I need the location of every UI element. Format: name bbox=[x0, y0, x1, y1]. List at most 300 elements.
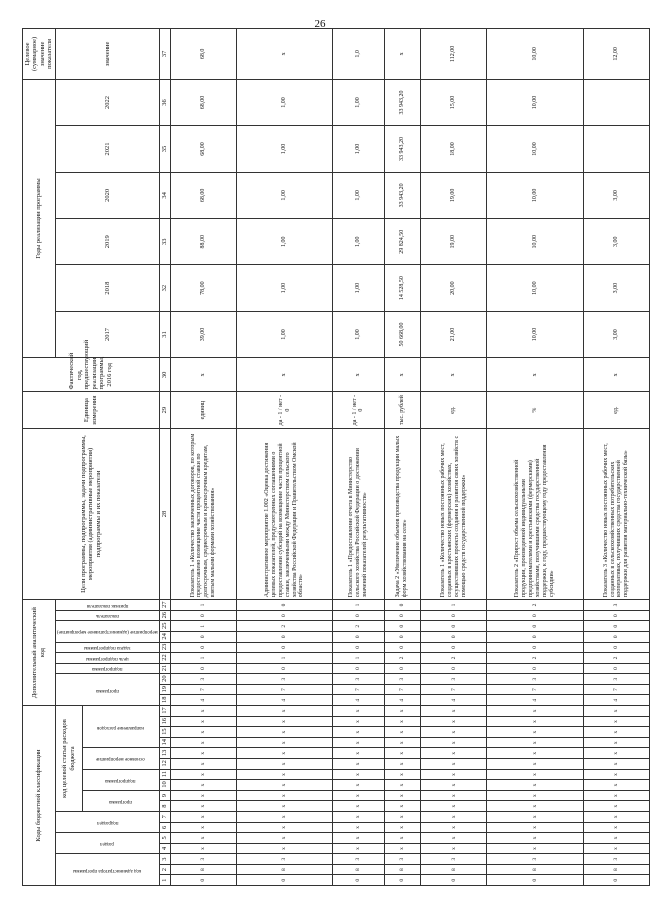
code-cell: x bbox=[487, 748, 583, 759]
code-cell: 1 bbox=[170, 600, 236, 611]
code-cell: 7 bbox=[236, 684, 332, 695]
code-cell: 0 bbox=[236, 631, 332, 642]
code-cell: 0 bbox=[421, 875, 487, 886]
code-cell: x bbox=[236, 737, 332, 748]
year-value-2018: 78,00 bbox=[170, 265, 236, 311]
code-cell: x bbox=[236, 790, 332, 801]
code-cell: x bbox=[170, 833, 236, 844]
column-number: 34 bbox=[159, 172, 170, 218]
year-value-2020: 10,00 bbox=[487, 172, 583, 218]
code-cell: 3 bbox=[487, 674, 583, 685]
code-cell: 0 bbox=[487, 642, 583, 653]
column-number: 3 bbox=[159, 854, 170, 865]
code-cell: 3 bbox=[170, 674, 236, 685]
code-cell: x bbox=[236, 759, 332, 770]
code-cell: x bbox=[333, 727, 384, 738]
table-row bbox=[583, 29, 649, 886]
addl-indicator-label: показатель bbox=[95, 613, 119, 619]
year-value-2017: 1,00 bbox=[236, 311, 332, 357]
year-value-2022: 15,00 bbox=[421, 79, 487, 125]
year-value-2022: 33 943,20 bbox=[384, 79, 420, 125]
code-cell: 0 bbox=[333, 631, 384, 642]
code-cell: x bbox=[487, 822, 583, 833]
year-value-2022: 10,00 bbox=[487, 79, 583, 125]
code-cell: 3 bbox=[421, 854, 487, 865]
column-number: 31 bbox=[159, 311, 170, 357]
year-value-2019: 88,00 bbox=[170, 219, 236, 265]
code-cell: x bbox=[170, 790, 236, 801]
code-cell: x bbox=[384, 737, 420, 748]
year-value-2017: 1,00 bbox=[333, 311, 384, 357]
column-number: 33 bbox=[159, 219, 170, 265]
column-number: 36 bbox=[159, 79, 170, 125]
row-unit: да - 1 / нет - 0 bbox=[236, 392, 332, 428]
code-cell: x bbox=[487, 811, 583, 822]
code-cell: 0 bbox=[333, 610, 384, 621]
year-value-2020: 1,00 bbox=[236, 172, 332, 218]
column-number: 28 bbox=[159, 428, 170, 599]
code-cell: 4 bbox=[421, 695, 487, 706]
code-cell: 3 bbox=[583, 854, 649, 865]
code-cell: x bbox=[384, 748, 420, 759]
column-number: 19 bbox=[159, 684, 170, 695]
code-cell: 0 bbox=[236, 642, 332, 653]
code-cell: x bbox=[236, 706, 332, 717]
code-cell: x bbox=[236, 769, 332, 780]
row-actual: x bbox=[421, 358, 487, 392]
code-cell: x bbox=[487, 801, 583, 812]
addl-event-label: мероприятие (административное мероприятие) bbox=[56, 629, 158, 635]
column-number: 4 bbox=[159, 843, 170, 854]
addl-subprogram-label: подпрограмма bbox=[91, 666, 123, 672]
year-value-2021: 1,00 bbox=[236, 126, 332, 172]
code-cell: x bbox=[583, 801, 649, 812]
code-cell: 0 bbox=[421, 631, 487, 642]
row-actual: x bbox=[384, 358, 420, 392]
code-cell: 8 bbox=[583, 864, 649, 875]
code-cell: x bbox=[236, 748, 332, 759]
code-cell: x bbox=[384, 780, 420, 791]
code-cell: 7 bbox=[170, 684, 236, 695]
section-header bbox=[55, 833, 159, 854]
year-value-2018: 1,00 bbox=[236, 265, 332, 311]
column-number: 21 bbox=[159, 663, 170, 674]
code-cell: 0 bbox=[170, 642, 236, 653]
column-number: 7 bbox=[159, 811, 170, 822]
column-number: 11 bbox=[159, 769, 170, 780]
row-name: Показатель 1 «Предоставление отчета в Министерство сельского хозяйства Российской Федерации о достижении значений показателей результативности» bbox=[333, 428, 384, 599]
year-value-2021 bbox=[583, 126, 649, 172]
code-cell: 7 bbox=[583, 684, 649, 695]
row-target: 12,00 bbox=[583, 29, 649, 80]
code-cell: 8 bbox=[333, 864, 384, 875]
addl-subprogram-header bbox=[55, 663, 159, 674]
table-row bbox=[421, 29, 487, 886]
code-cell: 0 bbox=[384, 663, 420, 674]
year-value-2019: 1,00 bbox=[236, 219, 332, 265]
code-cell: x bbox=[487, 780, 583, 791]
code-cell: 2 bbox=[421, 653, 487, 664]
code-cell: 3 bbox=[333, 854, 384, 865]
code-cell: x bbox=[384, 716, 420, 727]
column-number: 37 bbox=[159, 29, 170, 80]
code-cell: 0 bbox=[487, 875, 583, 886]
code-cell: 8 bbox=[384, 864, 420, 875]
code-cell: 4 bbox=[170, 695, 236, 706]
code-cell: 2 bbox=[583, 653, 649, 664]
code-cell: 0 bbox=[333, 642, 384, 653]
code-cell: x bbox=[384, 759, 420, 770]
row-unit: тыс. рублей bbox=[384, 392, 420, 428]
year-value-2019: 1,00 bbox=[333, 219, 384, 265]
code-cell: 3 bbox=[583, 674, 649, 685]
code-cell: x bbox=[236, 801, 332, 812]
code-cell: 1 bbox=[170, 653, 236, 664]
code-cell: x bbox=[170, 727, 236, 738]
code-cell: x bbox=[170, 780, 236, 791]
code-cell: x bbox=[333, 833, 384, 844]
column-number: 24 bbox=[159, 631, 170, 642]
row-actual: x bbox=[487, 358, 583, 392]
year-value-2019: 3,00 bbox=[583, 219, 649, 265]
code-cell: x bbox=[384, 769, 420, 780]
column-number: 26 bbox=[159, 610, 170, 621]
code-cell: 8 bbox=[170, 864, 236, 875]
column-number: 2 bbox=[159, 864, 170, 875]
code-cell: x bbox=[421, 843, 487, 854]
code-cell: x bbox=[170, 737, 236, 748]
code-cell: 0 bbox=[384, 875, 420, 886]
name-col-header: Цели программы, подпрограммы, задачи подпрограммы, мероприятия (административные мероприятия) подпрограммы и их показатели bbox=[23, 428, 160, 599]
year-header-2017: 2017 bbox=[55, 311, 159, 357]
row-target: 10,00 bbox=[487, 29, 583, 80]
code-cell: 0 bbox=[583, 621, 649, 632]
column-number: 29 bbox=[159, 392, 170, 428]
row-target: x bbox=[236, 29, 332, 80]
column-number: 25 bbox=[159, 621, 170, 632]
row-target: 68,0 bbox=[170, 29, 236, 80]
code-cell: 1 bbox=[170, 621, 236, 632]
code-cell: 3 bbox=[583, 600, 649, 611]
code-cell: 0 bbox=[170, 610, 236, 621]
code-cell: x bbox=[583, 790, 649, 801]
year-header-2020: 2020 bbox=[55, 172, 159, 218]
addl-indicator-header bbox=[55, 610, 159, 621]
column-number: 10 bbox=[159, 780, 170, 791]
program-table bbox=[22, 28, 650, 886]
year-value-2021: 1,00 bbox=[333, 126, 384, 172]
code-cell: 2 bbox=[236, 621, 332, 632]
code-cell: 0 bbox=[170, 631, 236, 642]
code-cell: 0 bbox=[333, 663, 384, 674]
code-cell: 2 bbox=[487, 653, 583, 664]
subprogram-header bbox=[82, 769, 159, 790]
year-value-2022: 1,00 bbox=[333, 79, 384, 125]
row-unit: ед. bbox=[421, 392, 487, 428]
code-cell: x bbox=[583, 833, 649, 844]
row-name: Показатель 2 «Прирост объема сельскохозяйственной продукции, произведенной индивидуальными предпринимателями и крестьянскими (фермерскими) хозяйствами, получившими средства государственной поддержки, к году, предшествующему году предоставления субсидии» bbox=[487, 428, 583, 599]
code-cell: x bbox=[583, 769, 649, 780]
subprogram-label: подпрограмма bbox=[105, 777, 136, 783]
year-header-2021: 2021 bbox=[55, 126, 159, 172]
addl-goal-label: цель подпрограммы bbox=[85, 655, 129, 661]
table-row bbox=[236, 29, 332, 886]
table-row bbox=[384, 29, 420, 886]
code-cell: x bbox=[421, 727, 487, 738]
code-cell: 4 bbox=[384, 695, 420, 706]
code-cell: 3 bbox=[487, 854, 583, 865]
main-event-label: основное мероприятие bbox=[96, 756, 145, 762]
code-cell: 3 bbox=[384, 674, 420, 685]
code-cell: 1 bbox=[236, 653, 332, 664]
rotated-table-wrapper bbox=[22, 28, 630, 886]
code-cell: 4 bbox=[487, 695, 583, 706]
year-value-2018: 20,00 bbox=[421, 265, 487, 311]
addl-type-header bbox=[55, 600, 159, 611]
column-number: 8 bbox=[159, 801, 170, 812]
code-cell: 8 bbox=[421, 864, 487, 875]
code-cell: x bbox=[170, 716, 236, 727]
code-cell: 1 bbox=[333, 600, 384, 611]
code-cell: x bbox=[170, 801, 236, 812]
code-cell: x bbox=[236, 833, 332, 844]
row-target: 1,0 bbox=[333, 29, 384, 80]
row-unit: да - 1 / нет - 0 bbox=[333, 392, 384, 428]
code-cell: 3 bbox=[333, 674, 384, 685]
code-cell: 0 bbox=[236, 663, 332, 674]
code-cell: 7 bbox=[487, 684, 583, 695]
code-cell: 0 bbox=[384, 642, 420, 653]
code-cell: x bbox=[421, 790, 487, 801]
addl-code-header: Дополнительный аналитический код bbox=[23, 600, 56, 706]
code-cell: x bbox=[170, 759, 236, 770]
code-cell: x bbox=[384, 801, 420, 812]
years-group-header: Годы реализации программы bbox=[23, 79, 56, 357]
row-unit: % bbox=[487, 392, 583, 428]
code-cell: 0 bbox=[487, 610, 583, 621]
code-cell: 3 bbox=[170, 854, 236, 865]
column-number: 23 bbox=[159, 642, 170, 653]
year-header-2019: 2019 bbox=[55, 219, 159, 265]
code-cell: 3 bbox=[236, 854, 332, 865]
code-cell: x bbox=[487, 706, 583, 717]
row-name: Задача 2 «Увеличение объемов производства продукции малых форм хозяйствования на селе» bbox=[384, 428, 420, 599]
code-cell: 0 bbox=[170, 875, 236, 886]
addl-task-header bbox=[55, 642, 159, 653]
code-cell: x bbox=[333, 811, 384, 822]
row-name: Показатель 1 «Количество новых постоянных рабочих мест, созданных в крестьянских (фермерских) хозяйствах, осуществивших проекты создания и развития своих хозяйств с помощью средств государственной поддержки» bbox=[421, 428, 487, 599]
code-cell: 1 bbox=[421, 600, 487, 611]
code-cell: x bbox=[487, 843, 583, 854]
column-number: 27 bbox=[159, 600, 170, 611]
year-value-2020: 19,00 bbox=[421, 172, 487, 218]
column-number: 13 bbox=[159, 748, 170, 759]
code-cell: 4 bbox=[236, 695, 332, 706]
year-value-2018: 1,00 bbox=[333, 265, 384, 311]
year-value-2020: 1,00 bbox=[333, 172, 384, 218]
row-unit: единиц bbox=[170, 392, 236, 428]
code-cell: x bbox=[583, 759, 649, 770]
code-cell: x bbox=[583, 716, 649, 727]
year-value-2019: 29 824,50 bbox=[384, 219, 420, 265]
column-number: 22 bbox=[159, 653, 170, 664]
code-cell: x bbox=[333, 706, 384, 717]
code-cell: x bbox=[333, 748, 384, 759]
column-number: 20 bbox=[159, 674, 170, 685]
code-cell: 2 bbox=[384, 653, 420, 664]
code-cell: x bbox=[333, 737, 384, 748]
table-row bbox=[170, 29, 236, 886]
column-number: 9 bbox=[159, 790, 170, 801]
code-cell: 0 bbox=[236, 610, 332, 621]
year-value-2018: 3,00 bbox=[583, 265, 649, 311]
code-cell: x bbox=[236, 780, 332, 791]
code-cell: x bbox=[170, 843, 236, 854]
column-number: 30 bbox=[159, 358, 170, 392]
code-cell: x bbox=[384, 822, 420, 833]
code-cell: 0 bbox=[421, 663, 487, 674]
code-cell: x bbox=[421, 769, 487, 780]
column-number: 1 bbox=[159, 875, 170, 886]
code-cell: x bbox=[384, 833, 420, 844]
row-name: Показатель 3 «Количество новых постоянных рабочих мест, созданных в сельскохозяйственных потребительских кооперативах, получивших средства государственной поддержки для развития материально-технической базы» bbox=[583, 428, 649, 599]
column-number: 35 bbox=[159, 126, 170, 172]
code-cell: x bbox=[583, 737, 649, 748]
code-cell: x bbox=[236, 727, 332, 738]
code-cell: 7 bbox=[333, 684, 384, 695]
subsection-label: подраздел bbox=[96, 819, 118, 825]
code-cell: 0 bbox=[583, 875, 649, 886]
year-value-2019: 19,00 bbox=[421, 219, 487, 265]
year-value-2021: 68,00 bbox=[170, 126, 236, 172]
code-cell: 3 bbox=[421, 674, 487, 685]
row-actual: x bbox=[170, 358, 236, 392]
code-cell: 7 bbox=[384, 684, 420, 695]
unit-col-header: Единица измерения bbox=[23, 392, 160, 428]
year-value-2020: 3,00 bbox=[583, 172, 649, 218]
program-label: программа bbox=[109, 798, 133, 804]
code-cell: x bbox=[384, 843, 420, 854]
column-number: 14 bbox=[159, 737, 170, 748]
row-target: x bbox=[384, 29, 420, 80]
code-cell: 8 bbox=[487, 864, 583, 875]
code-cell: x bbox=[333, 769, 384, 780]
code-cell: x bbox=[384, 706, 420, 717]
row-name: Административное мероприятие 1.002 «Оценка достижения целевых показателей, предусмотренных соглашениями о предоставлении субсидий на возмещение части процентной ставки, заключенными между Министерством сельского хозяйства Российской Федерации и Правительством Омской области» bbox=[236, 428, 332, 599]
code-cell: x bbox=[333, 790, 384, 801]
row-actual: x bbox=[583, 358, 649, 392]
admin-code-header bbox=[55, 854, 159, 886]
year-value-2022: 68,00 bbox=[170, 79, 236, 125]
code-cell: 0 bbox=[583, 663, 649, 674]
code-cell: x bbox=[170, 769, 236, 780]
code-cell: 0 bbox=[487, 663, 583, 674]
code-cell: x bbox=[421, 780, 487, 791]
row-actual: x bbox=[236, 358, 332, 392]
addl-event-header bbox=[55, 621, 159, 642]
code-cell: x bbox=[583, 811, 649, 822]
code-cell: 0 bbox=[421, 610, 487, 621]
code-cell: 8 bbox=[236, 864, 332, 875]
year-value-2017: 50 668,00 bbox=[384, 311, 420, 357]
year-value-2021: 18,00 bbox=[421, 126, 487, 172]
code-cell: x bbox=[333, 780, 384, 791]
addl-goal-header bbox=[55, 653, 159, 664]
code-cell: x bbox=[333, 843, 384, 854]
direction-header bbox=[82, 706, 159, 748]
year-header-2018: 2018 bbox=[55, 265, 159, 311]
addl-program-label: программа bbox=[95, 687, 119, 693]
rotated-table bbox=[22, 28, 630, 886]
row-unit: ед. bbox=[583, 392, 649, 428]
direction-label: направление расходов bbox=[97, 724, 145, 730]
code-cell: x bbox=[583, 780, 649, 791]
year-value-2020: 68,00 bbox=[170, 172, 236, 218]
table-body bbox=[170, 29, 649, 886]
table-row bbox=[333, 29, 384, 886]
row-name: Показатель 1 «Количество заключенных договоров, по которым предоставлено возмещение части процентной ставки по долгосрочным, среднесрочным и краткосрочным кредитам, взятым малыми формами хозяйствования» bbox=[170, 428, 236, 599]
code-cell: x bbox=[421, 716, 487, 727]
code-cell: x bbox=[384, 811, 420, 822]
code-cell: 0 bbox=[384, 621, 420, 632]
code-cell: x bbox=[583, 843, 649, 854]
code-cell: x bbox=[421, 822, 487, 833]
code-cell: x bbox=[583, 748, 649, 759]
addl-task-label: задача подпрограммы bbox=[84, 645, 131, 651]
target-group-header: Целевое (суммарное) значение показателя bbox=[23, 29, 56, 80]
kbk-group-header: Коды бюджетной классификации bbox=[23, 706, 56, 886]
code-cell: x bbox=[384, 790, 420, 801]
code-cell: 0 bbox=[170, 663, 236, 674]
code-cell: x bbox=[170, 822, 236, 833]
year-value-2021: 33 943,20 bbox=[384, 126, 420, 172]
page-number: 26 bbox=[314, 18, 326, 30]
code-cell: 1 bbox=[333, 653, 384, 664]
code-cell: x bbox=[421, 833, 487, 844]
code-cell: x bbox=[487, 716, 583, 727]
code-cell: x bbox=[421, 811, 487, 822]
code-cell: x bbox=[236, 822, 332, 833]
year-value-2018: 10,00 bbox=[487, 265, 583, 311]
table-row bbox=[487, 29, 583, 886]
code-cell: 2 bbox=[487, 600, 583, 611]
code-cell: x bbox=[333, 822, 384, 833]
code-cell: 0 bbox=[384, 610, 420, 621]
code-cell: x bbox=[487, 769, 583, 780]
code-cell: x bbox=[487, 833, 583, 844]
year-value-2022: 1,00 bbox=[236, 79, 332, 125]
code-cell: 0 bbox=[421, 621, 487, 632]
code-cell: 4 bbox=[333, 695, 384, 706]
code-cell: x bbox=[487, 759, 583, 770]
program-header bbox=[82, 790, 159, 811]
column-number: 32 bbox=[159, 265, 170, 311]
code-cell: 0 bbox=[583, 610, 649, 621]
code-cell: x bbox=[487, 727, 583, 738]
code-cell: 0 bbox=[333, 875, 384, 886]
code-cell: x bbox=[421, 748, 487, 759]
year-value-2017: 21,00 bbox=[421, 311, 487, 357]
code-cell: x bbox=[333, 716, 384, 727]
code-cell: x bbox=[583, 822, 649, 833]
code-cell: x bbox=[333, 759, 384, 770]
code-cell: 0 bbox=[487, 631, 583, 642]
column-number-row bbox=[159, 29, 170, 886]
admin-code-label: код администратора программы bbox=[73, 867, 142, 873]
code-cell: x bbox=[333, 801, 384, 812]
kbk-sub-header: код целевой статьи расходов бюджета bbox=[55, 706, 82, 812]
year-value-2019: 10,00 bbox=[487, 219, 583, 265]
